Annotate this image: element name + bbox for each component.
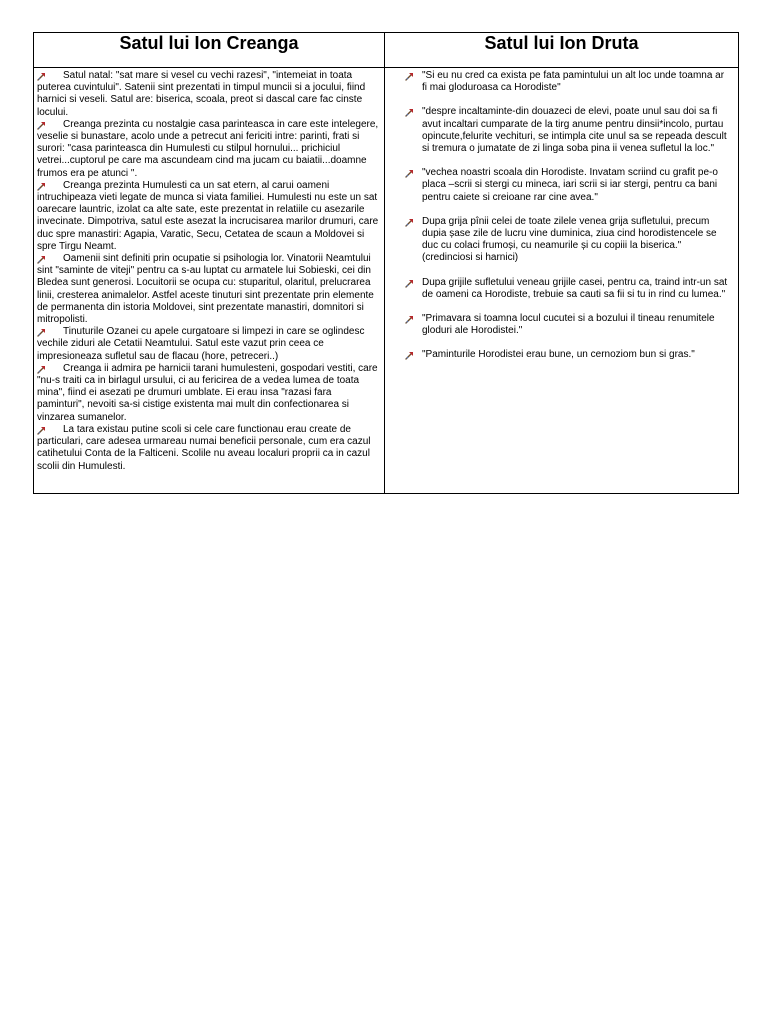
header-row [34,33,739,68]
right-item-text: Dupa grija pînii celei de toate zilele venea grija sufletului, precum dupia șase zile de lucru vine duminica, ziua cind horodistencele se duc cu colaci frumoși, cu neamurile și cu copiii la biserica." (credinciosi si harnici) [422,215,717,264]
arrow-bullet-icon [37,327,47,337]
left-item [37,326,381,363]
right-item [405,277,730,301]
left-item [37,363,381,424]
right-column-cell [385,68,739,494]
right-item-text: "vechea noastri scoala din Horodiste. Invatam scriind cu grafit pe-o placa –scrii si stergi cu mineca, iari scrii si iar stergi, pentru ca bani pentru caiete si creioane rar cine avea." [422,167,718,203]
arrow-bullet-icon [405,107,415,117]
arrow-bullet-icon [37,364,47,374]
right-item [405,313,730,337]
arrow-bullet-icon [37,71,47,81]
comparison-table [33,32,739,494]
left-item-text: Creanga prezinta Humulesti ca un sat etern, al carui oameni intruchipeaza vieti legate de munca si viata familiei. Humulesti nu este un sat oarecare launtric, izolat ca alte sate, este prezentat in relatiile cu asezarile invecinate. Dimpotriva, satul este asezat la incrucisarea marilor drumuri, care duc spre manastiri: Agapia, Varatic, Secu, Cetatea de scaun a Moldovei si spre Tirgu Neamt. [37,179,379,252]
left-item-text: La tara existau putine scoli si cele care functionau erau create de particulari, care adesea urmareau numai beneficii personale, cum era cazul catihetului Conta de la Falticeni. Scolile nu aveau localuri proprii ca in cazul scolii din Humulesti. [37,423,371,472]
right-item-text: "Paminturile Horodistei erau bune, un cernoziom bun si gras." [422,349,695,361]
left-item-text: Satul natal: "sat mare si vesel cu vechi razesi", "intemeiat in toata puterea cuvintului". Satenii sint prezentati in timpul muncii si a jocului, fiind harnici si veseli. Satul are: biserica, scoala, preot si dascal care fac cinste locului. [37,70,366,118]
right-item [405,349,730,361]
right-item-text: "Primavara si toamna locul cucutei si a bozului il tineau renumitele gloduri ale Horodistei." [422,313,715,337]
arrow-bullet-icon [405,314,415,324]
left-column-cell [34,68,385,494]
left-item-text: Creanga ii admira pe harnicii tarani humulesteni, gospodari vestiti, care "nu-s traiti ca in birlagul ursului, ci au fericirea de a vedea lumea de toata mina", fiind ei asezati pe drumuri umblate. Ei erau insa "razasi fara paminturi", nevoiti sa-si cistige existenta mai mult din confectionarea si vinzarea sumanelor. [37,362,378,423]
right-item [405,70,730,94]
left-item [37,180,381,253]
arrow-bullet-icon [405,168,415,178]
right-item [405,167,730,204]
arrow-bullet-icon [405,217,415,227]
arrow-bullet-icon [37,425,47,435]
arrow-bullet-icon [405,350,415,360]
right-item-text: "Si eu nu cred ca exista pe fata pamintului un alt loc unde toamna ar fi mai gloduroasa ca Horodiste" [422,70,725,94]
right-item-text: "despre incaltaminte-din douazeci de elevi, poate unul sau doi sa fi avut incaltari cumparate de la tirg anume pentru dinsii*incolo, purtau opincute,felurite vechituri, se intimpla cite unul sa se repeada descult si tremura o jumatate de zi linga soba pina ii venea sufletul la loc." [422,106,727,155]
left-item-text: Oamenii sint definiti prin ocupatie si psihologia lor. Vinatorii Neamtului sint "saminte de viteji" pentru ca s-au luptat cu armatele lui Sobieski, cei din Bledea sunt generosi. Locuitorii se ocupa cu: stuparitul, olaritul, prelucrarea linii, cresterea animalelor. Astfel aceste tinuturi sint prezentate prin elemente de permanenta din istoria Moldovei, sint prezentate manastiri, domnitori si mitropolisti. [37,253,374,326]
arrow-bullet-icon [405,278,415,288]
right-item [405,106,730,155]
left-column-header: Satul lui Ion Creanga [34,33,385,68]
left-item [37,253,381,326]
left-list [34,68,384,473]
arrow-bullet-icon [37,120,47,130]
right-item-text: Dupa grijile sufletului veneau grijile casei, pentru ca, traind intr-un sat de oameni ca Horodiste, trebuie sa cauti sa fii si tu in rind cu lumea." [422,276,728,300]
right-column-header: Satul lui Ion Druta [385,33,739,68]
left-item-text: Tinuturile Ozanei cu apele curgatoare si limpezi in care se oglindesc vechile ziduri ale Cetatii Neamtului. Satul este vazut prin ceea ce impresioneaza sufletul sau de flacau (hore, petreceri..) [37,326,365,362]
arrow-bullet-icon [37,254,47,264]
right-list [385,68,738,362]
left-item [37,424,381,473]
left-item [37,119,381,180]
left-item-text: Creanga prezinta cu nostalgie casa parinteasca in care este intelegere, veselie si bunastare, acolo unde a petrecut ani fericiti intre: parinti, frati si surori: "casa parinteasca din Humulesti cu stilpul hornului... prichiciul vetrei...cuptorul pe care ma ascundeam cind ma jucam cu baiatii...doamne frumos era pe atunci ". [37,118,379,179]
left-item [37,70,381,119]
arrow-bullet-icon [37,181,47,191]
content-row [34,68,739,494]
arrow-bullet-icon [405,71,415,81]
right-item [405,216,730,265]
